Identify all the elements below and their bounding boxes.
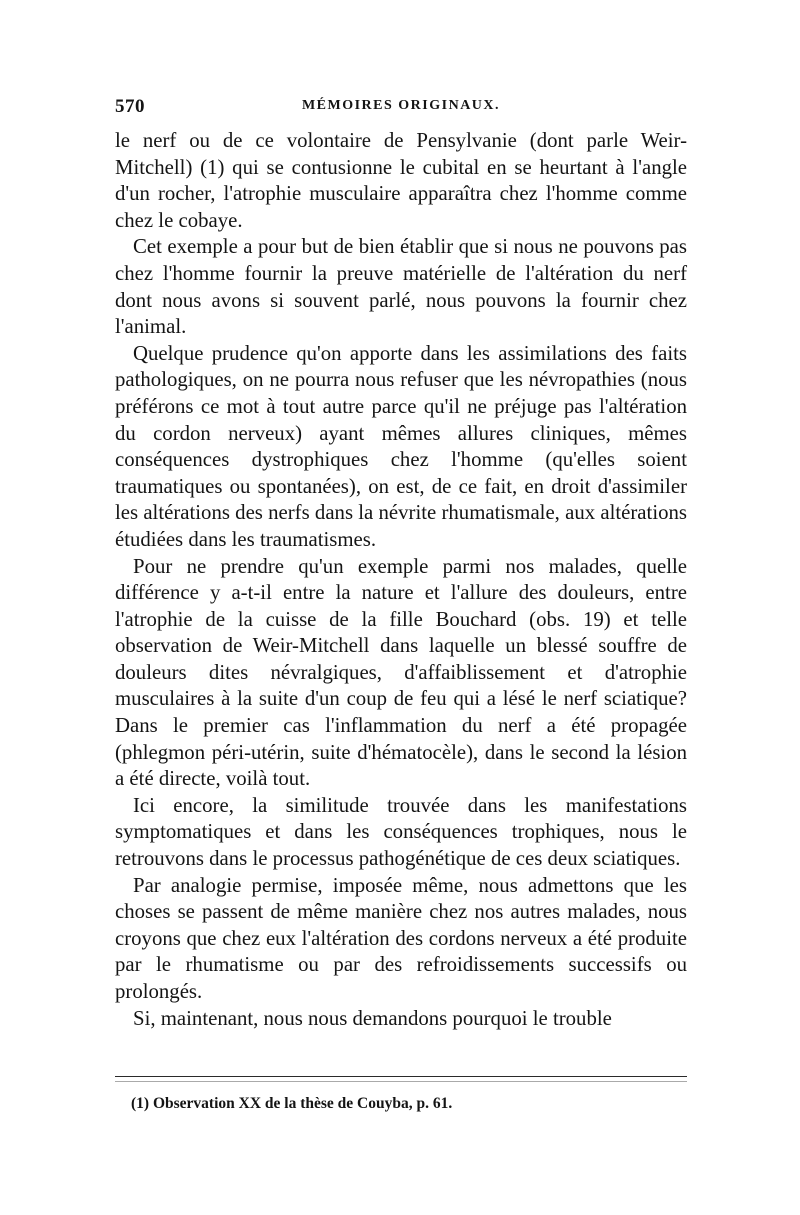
paragraph: Quelque prudence qu'on apporte dans les assimilations des faits pathologiques, on ne pourra nous refuser que les névropathies (nous préférons ce mot à tout autre parce qu'il ne préjuge pas l'altération du cordon nerveux) ayant mêmes allures cliniques, mêmes conséquences dystrophiques chez l'homme (qu'elles soient traumatiques ou spontanées), on est, de ce fait, en droit d'assimiler les altérations des nerfs dans la névrite rhumatismale, aux altérations étudiées dans les traumatismes. xyxy=(115,341,687,551)
footnote: (1) Observation XX de la thèse de Couyba, p. 61. xyxy=(131,1095,453,1112)
running-head: MÉMOIRES ORIGINAUX. xyxy=(301,98,501,113)
page-number: 570 xyxy=(115,96,145,117)
paragraph: Ici encore, la similitude trouvée dans les manifestations symptomatiques et dans les conséquences trophiques, nous le retrouvons dans le processus pathogénétique de ces deux sciatiques. xyxy=(115,793,687,871)
paragraph: Par analogie permise, imposée même, nous admettons que les choses se passent de même manière chez nos autres malades, nous croyons que chez eux l'altération des cordons nerveux a été produite par le rhumatisme ou par des refroidissements successifs ou prolongés. xyxy=(115,873,687,1003)
footnote-rule xyxy=(115,1076,687,1077)
body-text xyxy=(115,128,687,1032)
book-page xyxy=(115,96,687,1112)
paragraph: Pour ne prendre qu'un exemple parmi nos malades, quelle différence y a-t-il entre la nature et l'allure des douleurs, entre l'atrophie de la cuisse de la fille Bouchard (obs. 19) et telle observation de Weir-Mitchell dans laquelle un blessé souffre de douleurs dites névralgiques, d'affaiblissement et d'atrophie musculaires à la suite d'un coup de feu qui a lésé le nerf sciatique? Dans le premier cas l'inflammation du nerf a été propagée (phlegmon péri-utérin, suite d'hématocèle), dans le second la lésion a été directe, voilà tout. xyxy=(115,554,687,791)
paragraph-last: Si, maintenant, nous nous demandons pourquoi le trouble xyxy=(133,1006,612,1030)
paragraph: Cet exemple a pour but de bien établir que si nous ne pouvons pas chez l'homme fournir la preuve matérielle de l'altération du nerf dont nous avons si souvent parlé, nous pouvons la fournir chez l'animal. xyxy=(115,235,687,339)
paragraph-continuation: le nerf ou de ce volontaire de Pensylvanie (dont parle Weir-Mitchell) (1) qui se contusionne le cubital en se heurtant à l'angle d'un rocher, l'atrophie musculaire apparaîtra chez l'homme comme chez le cobaye. xyxy=(115,129,687,232)
page-header xyxy=(115,96,687,126)
footnote-rule-thin xyxy=(115,1081,687,1082)
